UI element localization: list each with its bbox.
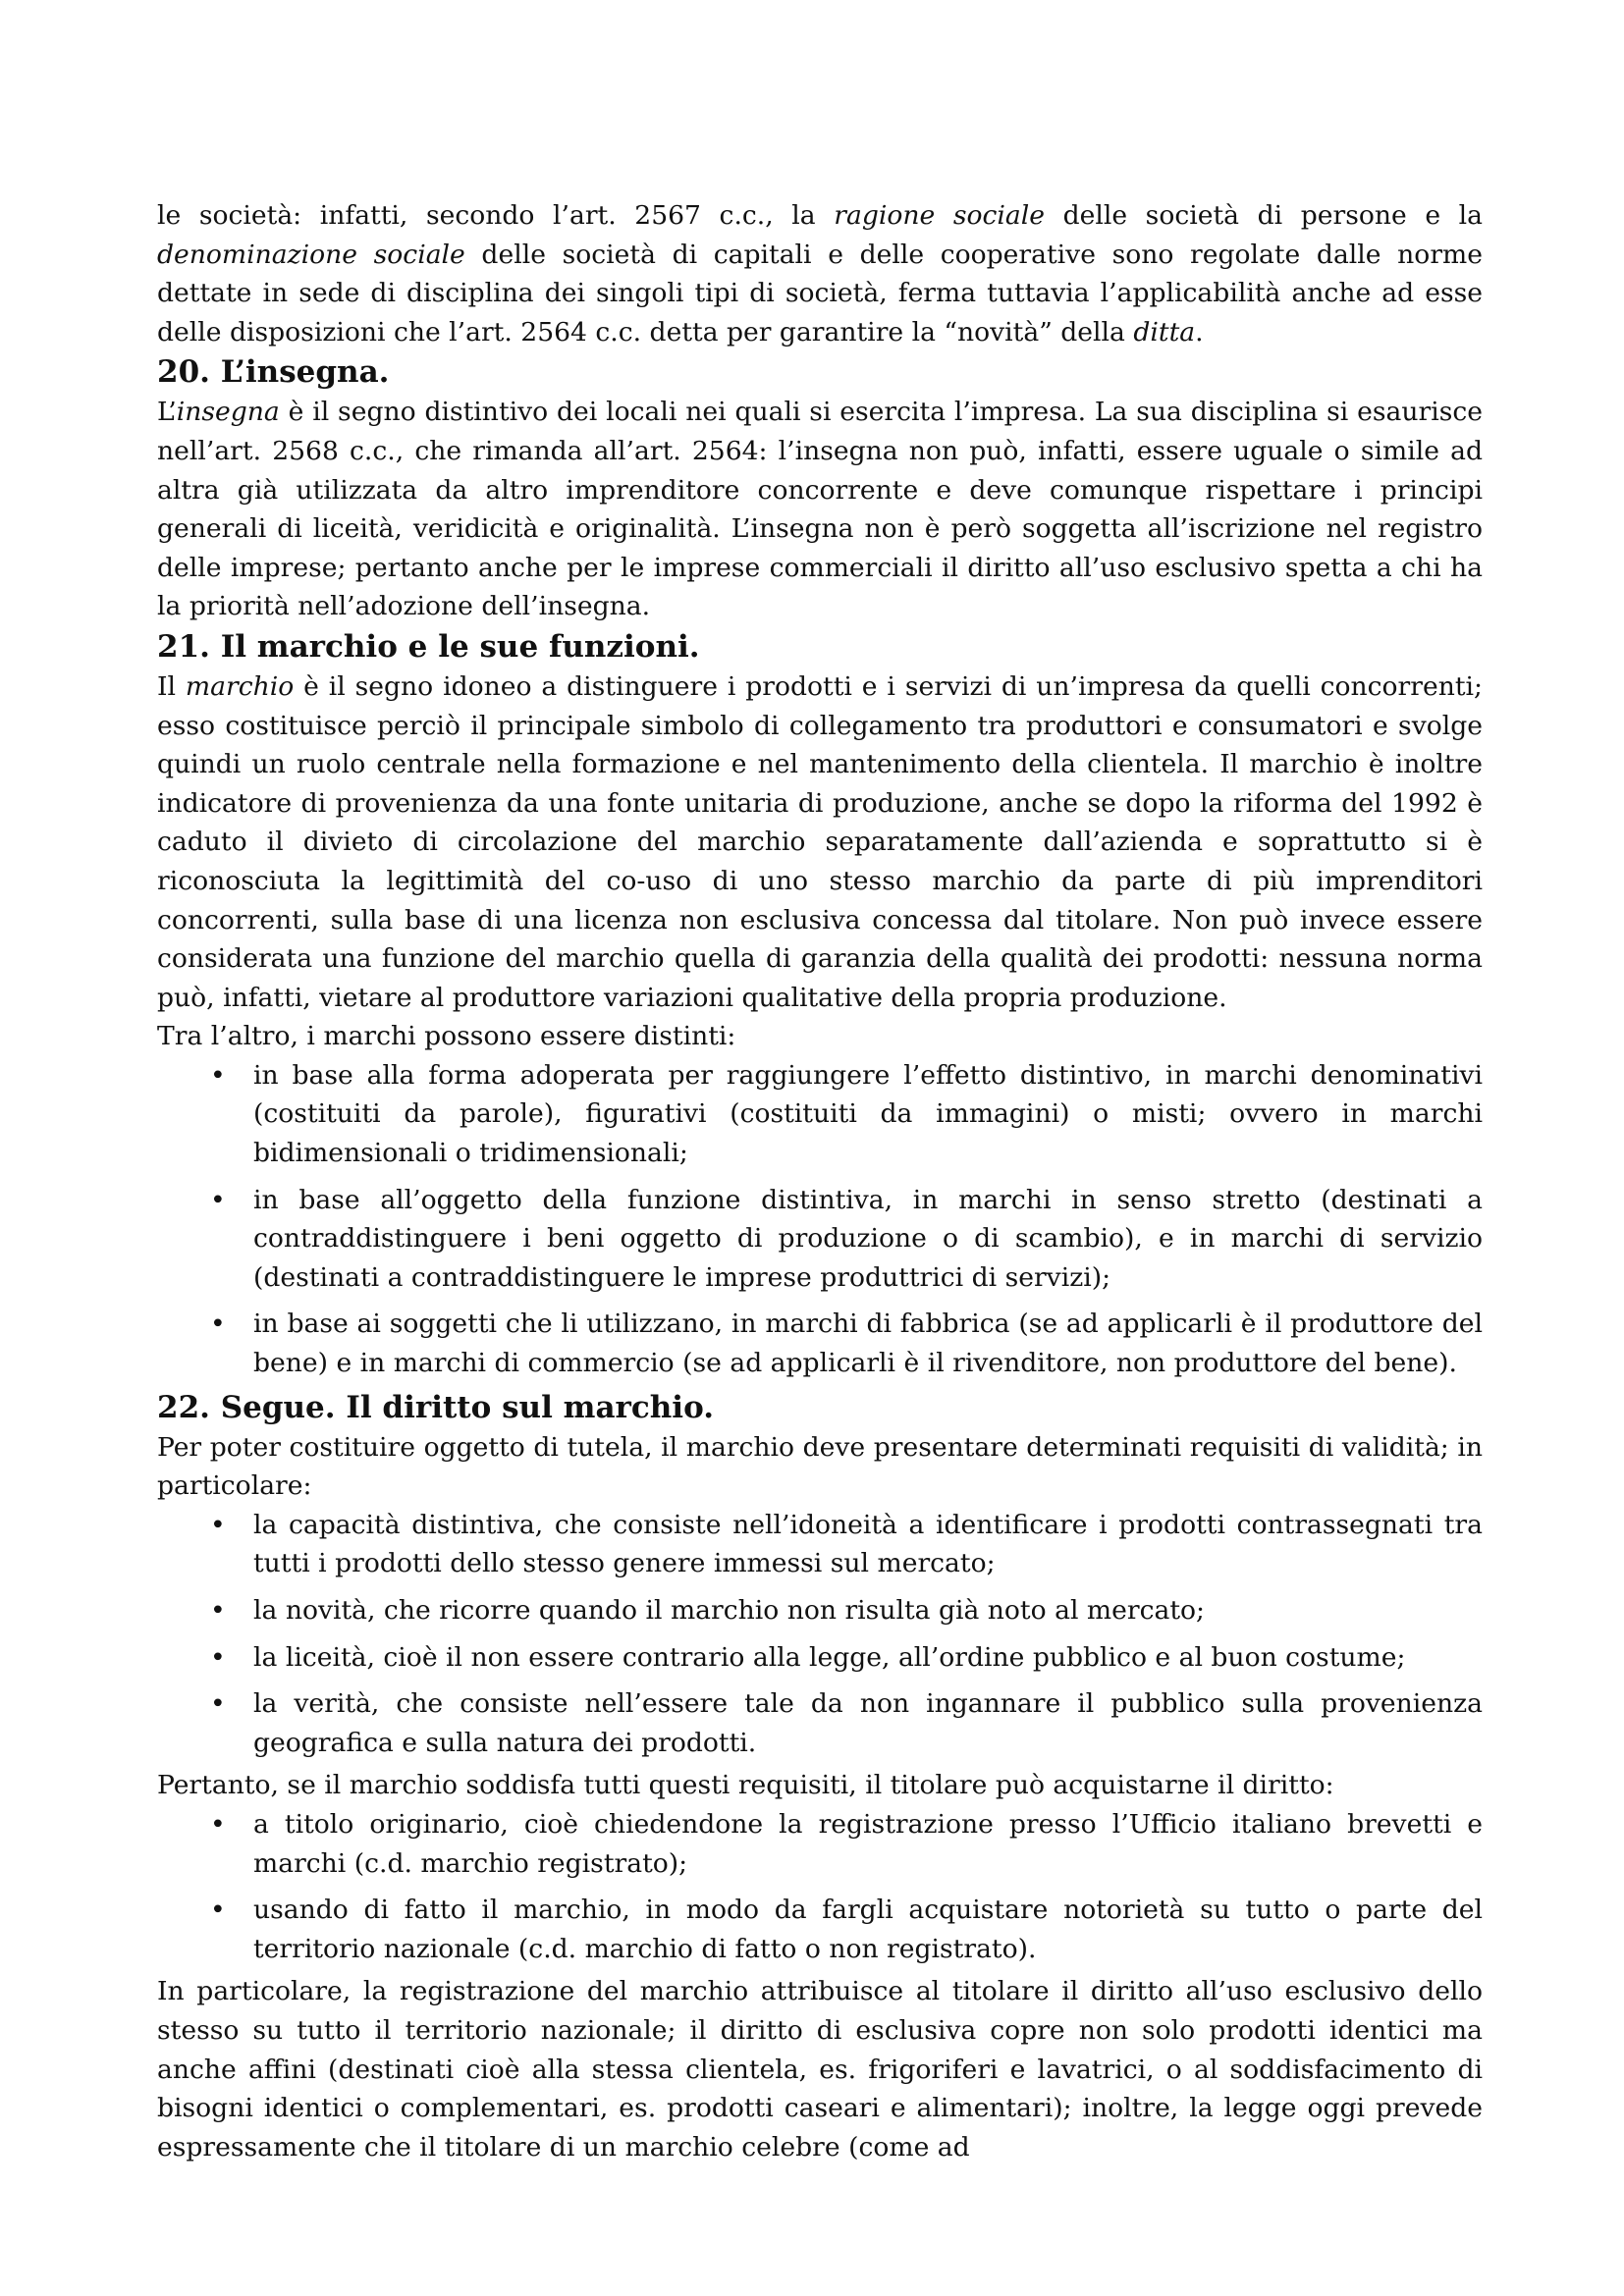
term-ragione-sociale: ragione sociale <box>834 200 1045 231</box>
section-21-paragraph: Il marchio è il segno idoneo a distinguere i prodotti e i servizi di un’impresa da quelli concorrenti; esso costituisce perciò il principale simbolo di collegamento tra produttori e consumatori e svolge quindi un ruolo centrale nella formazione e nel mantenimento della clientela. Il marchio è inoltre indicatore di provenienza da una fonte unitaria di produzione, anche se dopo la riforma del 1992 è caduto il divieto di circolazione del marchio separatamente dall’azienda e soprattutto si è riconosciuta la legittimità del co-uso di uno stesso marchio da parte di più imprenditori concorrenti, sulla base di una licenza non esclusiva concessa dal titolare. Non può invece essere considerata una funzione del marchio quella di garanzia della qualità dei prodotti: nessuna norma può, infatti, vietare al produttore variazioni qualitative della propria produzione. <box>157 670 1484 1013</box>
section-22-paragraph-2: Pertanto, se il marchio soddisfa tutti questi requisiti, il titolare può acquistarne il diritto: <box>157 1770 1334 1801</box>
bullet-icon: • <box>210 1895 226 1926</box>
term-ditta: ditta <box>1133 316 1196 347</box>
section-22-paragraph-1: Per poter costituire oggetto di tutela, il marchio deve presentare determinati requisiti di validità; in particolare: <box>157 1431 1483 1502</box>
term-denominazione-sociale: denominazione sociale <box>157 239 465 270</box>
list-item: • la liceità, cioè il non essere contrario alla legge, all’ordine pubblico e al buon costume; <box>157 1638 1483 1678</box>
term-marchio: marchio <box>185 670 295 702</box>
list-item: • la novità, che ricorre quando il marchio non risulta già noto al mercato; <box>157 1591 1483 1630</box>
document-page <box>157 196 1483 2166</box>
bullet-icon: • <box>210 1641 226 1673</box>
term-insegna: insegna <box>176 397 280 428</box>
list-item: • usando di fatto il marchio, in modo da fargli acquistare notorietà su tutto o parte del territorio nazionale (c.d. marchio di fatto o non registrato). <box>157 1891 1483 1968</box>
list-item: • la verità, che consiste nell’essere tale da non ingannare il pubblico sulla provenienza geografica e sulla natura dei prodotti. <box>157 1684 1483 1762</box>
bullet-icon: • <box>210 1688 226 1720</box>
list-item: • in base alla forma adoperata per raggiungere l’effetto distintivo, in marchi denominativi (costituiti da parole), figurativi (costituiti da immagini) o misti; ovvero in marchi bidimensionali o tridimensionali; <box>157 1056 1483 1173</box>
bullet-icon: • <box>210 1308 226 1340</box>
list-item: • a titolo originario, cioè chiedendone la registrazione presso l’Ufficio italiano brevetti e marchi (c.d. marchio registrato); <box>157 1805 1483 1883</box>
list-item: • la capacità distintiva, che consiste nell’idoneità a identificare i prodotti contrassegnati tra tutti i prodotti dello stesso genere immessi sul mercato; <box>157 1506 1483 1583</box>
heading-section-21: 21. Il marchio e le sue funzioni. <box>157 628 700 665</box>
list-item: • in base ai soggetti che li utilizzano, in marchi di fabbrica (se ad applicarli è il produttore del bene) e in marchi di commercio (se ad applicarli è il rivenditore, non produttore del bene). <box>157 1305 1483 1382</box>
marchi-types-list <box>157 1056 1483 1383</box>
intro-paragraph: le società: infatti, secondo l’art. 2567 c.c., la ragione sociale delle società di persone e la denominazione sociale delle società di capitali e delle cooperative sono regolate dalle norme dettate in sede di disciplina dei singoli tipi di società, ferma tuttavia l’applicabilità anche ad esse delle disposizioni che l’art. 2564 c.c. detta per garantire la “novità” della ditta. <box>157 200 1484 347</box>
heading-section-22: 22. Segue. Il diritto sul marchio. <box>157 1389 714 1425</box>
list-item: • in base all’oggetto della funzione distintiva, in marchi in senso stretto (destinati a contraddistinguere i beni oggetto di produzione o di scambio), e in marchi di servizio (destinati a contraddistinguere le imprese produttrici di servizi); <box>157 1181 1483 1298</box>
section-21-list-intro: Tra l’altro, i marchi possono essere distinti: <box>157 1021 736 1052</box>
heading-section-20: 20. L’insegna. <box>157 354 390 391</box>
bullet-icon: • <box>210 1059 226 1091</box>
acquisto-diritto-list <box>157 1805 1483 1968</box>
bullet-icon: • <box>210 1509 226 1540</box>
requisiti-list <box>157 1506 1483 1763</box>
bullet-icon: • <box>210 1595 226 1626</box>
section-20-paragraph: L’insegna è il segno distintivo dei locali nei quali si esercita l’impresa. La sua disciplina si esaurisce nell’art. 2568 c.c., che rimanda all’art. 2564: l’insegna non può, infatti, essere uguale o simile ad altra già utilizzata da altro imprenditore concorrente e deve comunque rispettare i principi generali di liceità, veridicità e originalità. L’insegna non è però soggetta all’iscrizione nel registro delle imprese; pertanto anche per le imprese commerciali il diritto all’uso esclusivo spetta a chi ha la priorità nell’adozione dell’insegna. <box>157 397 1483 622</box>
section-22-paragraph-3: In particolare, la registrazione del marchio attribuisce al titolare il diritto all’uso esclusivo dello stesso su tutto il territorio nazionale; il diritto di esclusiva copre non solo prodotti identici ma anche affini (destinati cioè alla stessa clientela, es. frigoriferi e lavatrici, o al soddisfacimento di bisogni identici o complementari, es. prodotti caseari e alimentari); inoltre, la legge oggi prevede espressamente che il titolare di un marchio celebre (come ad <box>157 1976 1483 2163</box>
bullet-icon: • <box>210 1808 226 1840</box>
bullet-icon: • <box>210 1184 226 1215</box>
